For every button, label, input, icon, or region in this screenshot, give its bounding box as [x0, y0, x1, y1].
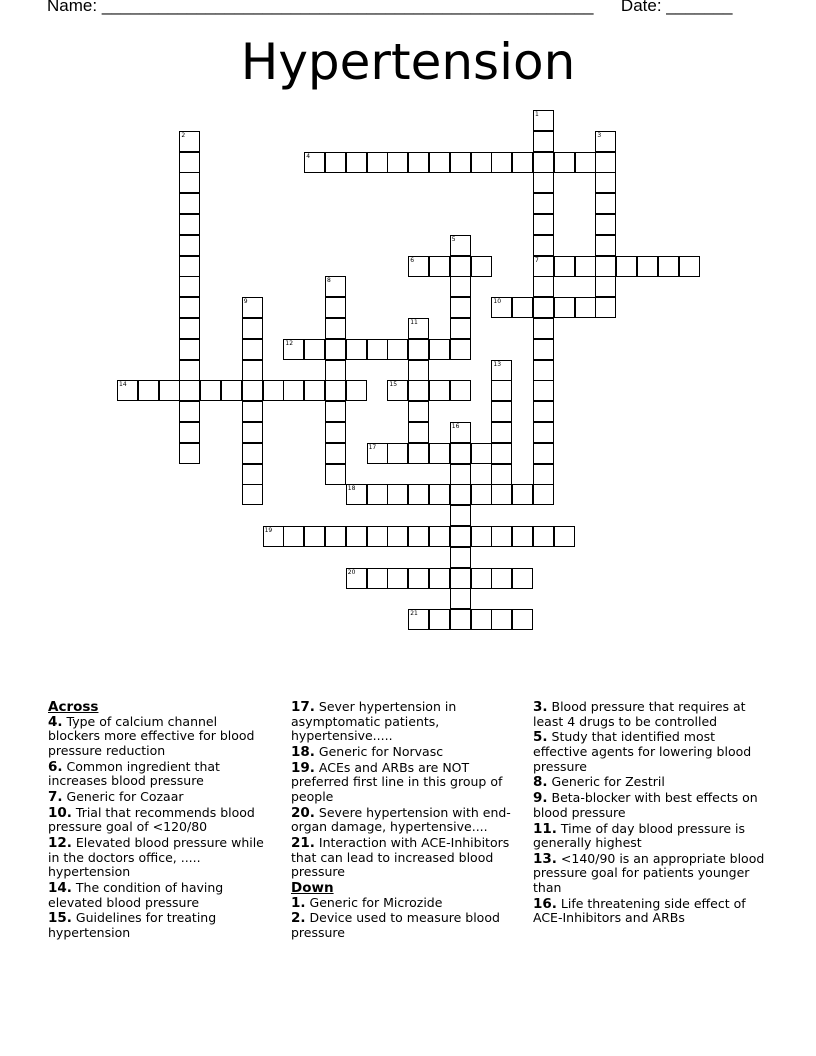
grid-cell[interactable] [491, 443, 512, 464]
grid-cell[interactable] [429, 152, 450, 173]
grid-cell[interactable] [512, 609, 533, 630]
clue-text: Generic for Microzide [305, 894, 443, 910]
clue-item [48, 836, 273, 880]
grid-cell[interactable] [179, 193, 200, 214]
grid-number: 5 [451, 235, 456, 243]
grid-number: 13 [493, 360, 502, 368]
clue-item [48, 911, 273, 940]
clue-text: Generic for Cozaar [62, 788, 184, 804]
grid-cell[interactable] [471, 152, 492, 173]
clue-item [291, 896, 526, 911]
clue-number: 13. [533, 850, 557, 867]
grid-cell[interactable] [450, 464, 471, 485]
grid-cell[interactable] [179, 276, 200, 297]
grid-cell[interactable] [304, 339, 325, 360]
grid-number: 15 [389, 381, 398, 389]
grid-cell[interactable] [429, 256, 450, 277]
down-heading: Down [291, 880, 334, 897]
clue-number: 3. [533, 699, 548, 715]
grid-cell[interactable] [408, 568, 429, 589]
grid-cell[interactable] [179, 339, 200, 360]
grid-cell[interactable] [429, 568, 450, 589]
clue-text: Beta-blocker with best effects on blood pressure [533, 790, 758, 820]
grid-cell[interactable] [450, 526, 471, 547]
grid-cell[interactable] [533, 443, 554, 464]
grid-cell[interactable] [346, 152, 367, 173]
grid-cell[interactable] [491, 464, 512, 485]
grid-cell[interactable] [408, 380, 429, 401]
grid-cell[interactable] [512, 526, 533, 547]
clue-text: Severe hypertension with end-organ damage, hypertensive.... [291, 804, 511, 835]
grid-number: 12 [285, 339, 294, 347]
grid-cell[interactable] [658, 256, 679, 277]
grid-number: 14 [119, 381, 127, 389]
grid-cell[interactable] [429, 443, 450, 464]
name-label: Name: [47, 0, 98, 15]
grid-cell[interactable] [367, 526, 388, 547]
clue-text: Blood pressure that requires at least 4 drugs to be controlled [533, 699, 746, 729]
grid-cell[interactable] [533, 152, 554, 173]
grid-cell[interactable] [429, 380, 450, 401]
grid-cell[interactable] [595, 256, 616, 277]
clue-text: Common ingredient that increases blood pressure [48, 758, 220, 789]
grid-cell[interactable] [408, 401, 429, 422]
clue-item [533, 730, 768, 774]
grid-cell[interactable] [367, 339, 388, 360]
grid-cell[interactable] [471, 526, 492, 547]
grid-cell[interactable] [325, 422, 346, 443]
grid-cell[interactable] [159, 380, 180, 401]
grid-cell[interactable] [450, 276, 471, 297]
clue-text: Trial that recommends blood pressure goal of <120/80 [48, 804, 255, 835]
grid-cell[interactable] [575, 297, 596, 318]
grid-cell[interactable] [179, 214, 200, 235]
clue-item [533, 700, 768, 729]
clue-number: 14. [48, 880, 72, 897]
grid-cell[interactable] [533, 380, 554, 401]
clue-text: Guidelines for treating hypertension [48, 910, 217, 941]
grid-cell[interactable] [429, 609, 450, 630]
grid-cell[interactable] [575, 152, 596, 173]
clue-item [533, 791, 768, 820]
grid-cell[interactable] [595, 193, 616, 214]
grid-cell[interactable] [242, 360, 263, 381]
grid-cell[interactable] [491, 380, 512, 401]
grid-cell[interactable] [242, 339, 263, 360]
grid-cell[interactable] [408, 526, 429, 547]
clue-text: Type of calcium channel blockers more effective for blood pressure reduction [48, 713, 255, 758]
clue-number: 15. [48, 910, 72, 927]
grid-cell[interactable] [408, 422, 429, 443]
grid-cell[interactable] [512, 297, 533, 318]
grid-number: 2 [181, 131, 186, 139]
grid-cell[interactable] [471, 568, 492, 589]
clue-item [291, 700, 526, 744]
grid-cell[interactable] [450, 318, 471, 339]
grid-cell[interactable] [595, 235, 616, 256]
clue-item [291, 911, 526, 940]
grid-cell[interactable] [450, 484, 471, 505]
grid-cell[interactable] [242, 422, 263, 443]
clue-number: 10. [48, 804, 72, 821]
grid-cell[interactable] [263, 380, 284, 401]
grid-cell[interactable] [533, 131, 554, 152]
clue-number: 7. [48, 788, 63, 805]
grid-cell[interactable] [491, 422, 512, 443]
clue-column-2 [291, 700, 526, 942]
clue-text: Time of day blood pressure is generally highest [533, 820, 746, 851]
grid-cell[interactable] [491, 609, 512, 630]
grid-cell[interactable] [242, 401, 263, 422]
across-heading: Across [48, 699, 99, 715]
grid-cell[interactable] [533, 235, 554, 256]
grid-cell[interactable] [138, 380, 159, 401]
grid-number: 18 [347, 485, 356, 493]
clue-text: Interaction with ACE-Inhibitors that can lead to increased blood pressure [291, 835, 510, 880]
clue-text: Device used to measure blood pressure [291, 910, 500, 941]
grid-cell[interactable] [346, 339, 367, 360]
clue-item [291, 745, 526, 760]
grid-cell[interactable] [242, 484, 263, 505]
grid-cell[interactable] [325, 380, 346, 401]
grid-cell[interactable] [242, 318, 263, 339]
grid-number: 8 [327, 277, 331, 285]
grid-number: 6 [410, 256, 415, 264]
grid-cell[interactable] [179, 256, 200, 277]
clue-item [48, 881, 273, 910]
grid-cell[interactable] [408, 152, 429, 173]
grid-number: 10 [493, 298, 502, 306]
grid-cell[interactable] [325, 360, 346, 381]
grid-cell[interactable] [283, 380, 304, 401]
grid-cell[interactable] [450, 380, 471, 401]
grid-cell[interactable] [554, 297, 575, 318]
grid-cell[interactable] [325, 401, 346, 422]
clue-item [48, 760, 273, 789]
grid-cell[interactable] [637, 256, 658, 277]
clue-number: 2. [291, 910, 306, 927]
grid-cell[interactable] [429, 526, 450, 547]
grid-cell[interactable] [491, 568, 512, 589]
clue-number: 19. [291, 759, 315, 776]
grid-cell[interactable] [242, 464, 263, 485]
grid-cell[interactable] [387, 568, 408, 589]
grid-cell[interactable] [179, 318, 200, 339]
grid-cell[interactable] [283, 526, 304, 547]
grid-cell[interactable] [450, 339, 471, 360]
grid-cell[interactable] [595, 152, 616, 173]
clue-number: 20. [291, 804, 315, 821]
clue-item [533, 775, 768, 790]
page-title: Hypertension [240, 33, 576, 91]
grid-cell[interactable] [450, 297, 471, 318]
grid-cell[interactable] [325, 464, 346, 485]
clue-text: Sever hypertension in asymptomatic patients, hypertensive..... [291, 699, 457, 744]
grid-cell[interactable] [242, 443, 263, 464]
grid-cell[interactable] [408, 339, 429, 360]
grid-number: 21 [410, 610, 418, 618]
grid-cell[interactable] [491, 484, 512, 505]
grid-cell[interactable] [595, 214, 616, 235]
grid-cell[interactable] [533, 464, 554, 485]
grid-cell[interactable] [450, 256, 471, 277]
grid-cell[interactable] [387, 443, 408, 464]
clue-text: <140/90 is an appropriate blood pressure goal for patients younger than [533, 850, 765, 896]
grid-cell[interactable] [533, 172, 554, 193]
grid-cell[interactable] [179, 401, 200, 422]
grid-cell[interactable] [179, 152, 200, 173]
grid-number: 1 [535, 111, 539, 118]
grid-cell[interactable] [533, 276, 554, 297]
grid-cell[interactable] [471, 256, 492, 277]
grid-cell[interactable] [533, 422, 554, 443]
grid-number: 7 [535, 256, 539, 264]
grid-cell[interactable] [200, 380, 221, 401]
clue-number: 8. [533, 774, 548, 791]
clue-column-1 [48, 700, 273, 942]
grid-cell[interactable] [179, 443, 200, 464]
grid-cell[interactable] [450, 588, 471, 609]
clue-text: Life threatening side effect of ACE-Inhibitors and ARBs [533, 895, 746, 926]
clue-item [533, 897, 768, 926]
clue-item [48, 715, 273, 759]
grid-cell[interactable] [367, 568, 388, 589]
clue-text: Elevated blood pressure while in the doctors office, ..... hypertension [48, 835, 264, 880]
grid-cell[interactable] [450, 547, 471, 568]
clue-item [291, 761, 526, 805]
grid-cell[interactable] [387, 152, 408, 173]
grid-cell[interactable] [450, 152, 471, 173]
clue-number: 16. [533, 895, 557, 912]
clue-number: 4. [48, 713, 63, 730]
grid-cell[interactable] [471, 609, 492, 630]
grid-cell[interactable] [595, 276, 616, 297]
grid-cell[interactable] [221, 380, 242, 401]
grid-cell[interactable] [408, 360, 429, 381]
grid-cell[interactable] [367, 152, 388, 173]
clue-number: 6. [48, 758, 63, 775]
grid-cell[interactable] [408, 484, 429, 505]
clue-number: 1. [291, 894, 306, 911]
date-field[interactable]: _______ [666, 0, 733, 15]
grid-cell[interactable] [491, 152, 512, 173]
grid-cell[interactable] [367, 484, 388, 505]
clue-text: Generic for Zestril [547, 774, 665, 790]
grid-cell[interactable] [450, 505, 471, 526]
grid-number: 16 [451, 423, 460, 430]
grid-cell[interactable] [595, 297, 616, 318]
clue-item [533, 852, 768, 896]
clue-number: 21. [291, 835, 315, 852]
grid-cell[interactable] [491, 526, 512, 547]
grid-cell[interactable] [304, 526, 325, 547]
grid-cell[interactable] [595, 172, 616, 193]
grid-cell[interactable] [179, 235, 200, 256]
grid-number: 4 [306, 152, 311, 160]
clue-item [533, 822, 768, 851]
grid-cell[interactable] [325, 443, 346, 464]
grid-cell[interactable] [387, 526, 408, 547]
grid-number: 20 [347, 568, 356, 576]
clue-item [291, 836, 526, 880]
grid-cell[interactable] [346, 380, 367, 401]
grid-cell[interactable] [429, 339, 450, 360]
grid-cell[interactable] [387, 484, 408, 505]
grid-cell[interactable] [533, 318, 554, 339]
grid-cell[interactable] [533, 401, 554, 422]
clue-number: 17. [291, 699, 315, 715]
grid-cell[interactable] [679, 256, 700, 277]
grid-cell[interactable] [450, 568, 471, 589]
grid-cell[interactable] [387, 339, 408, 360]
grid-cell[interactable] [554, 526, 575, 547]
grid-cell[interactable] [471, 484, 492, 505]
grid-cell[interactable] [450, 609, 471, 630]
grid-cell[interactable] [533, 360, 554, 381]
clue-text: ACEs and ARBs are NOT preferred first line in this group of people [291, 759, 503, 804]
grid-number: 3 [597, 131, 602, 139]
grid-cell[interactable] [533, 297, 554, 318]
clue-text: Generic for Norvasc [314, 743, 444, 759]
grid-number: 19 [264, 527, 273, 534]
clue-text: Study that identified most effective agents for lowering blood pressure [533, 729, 752, 774]
grid-cell[interactable] [533, 484, 554, 505]
grid-cell[interactable] [533, 339, 554, 360]
grid-cell[interactable] [325, 318, 346, 339]
clue-item [48, 806, 273, 835]
clue-number: 5. [533, 729, 548, 746]
grid-cell[interactable] [491, 401, 512, 422]
grid-cell[interactable] [429, 484, 450, 505]
grid-cell[interactable] [325, 526, 346, 547]
grid-cell[interactable] [471, 443, 492, 464]
grid-cell[interactable] [575, 256, 596, 277]
grid-number: 9 [243, 298, 248, 306]
clue-item [291, 806, 526, 835]
grid-cell[interactable] [533, 214, 554, 235]
grid-cell[interactable] [304, 380, 325, 401]
clue-number: 18. [291, 743, 315, 760]
grid-cell[interactable] [346, 526, 367, 547]
grid-cell[interactable] [554, 256, 575, 277]
grid-cell[interactable] [179, 172, 200, 193]
grid-cell[interactable] [616, 256, 637, 277]
grid-cell[interactable] [179, 360, 200, 381]
grid-cell[interactable] [179, 297, 200, 318]
clue-item [48, 790, 273, 805]
grid-cell[interactable] [533, 526, 554, 547]
clue-text: The condition of having elevated blood pressure [48, 880, 224, 910]
grid-number: 17 [368, 443, 377, 451]
grid-cell[interactable] [179, 422, 200, 443]
clue-number: 12. [48, 835, 72, 852]
grid-cell[interactable] [512, 568, 533, 589]
grid-cell[interactable] [325, 297, 346, 318]
grid-cell[interactable] [242, 380, 263, 401]
grid-cell[interactable] [533, 193, 554, 214]
grid-cell[interactable] [325, 339, 346, 360]
grid-cell[interactable] [325, 152, 346, 173]
grid-cell[interactable] [512, 152, 533, 173]
name-field[interactable]: ____________________________________________________ [101, 0, 594, 15]
grid-cell[interactable] [408, 443, 429, 464]
grid-number: 11 [410, 319, 418, 326]
grid-cell[interactable] [450, 443, 471, 464]
clue-number: 9. [533, 790, 548, 807]
date-label: Date: [620, 0, 662, 15]
clue-column-3 [533, 700, 768, 927]
grid-cell[interactable] [512, 484, 533, 505]
grid-cell[interactable] [179, 380, 200, 401]
grid-cell[interactable] [554, 152, 575, 173]
clue-number: 11. [533, 820, 557, 837]
